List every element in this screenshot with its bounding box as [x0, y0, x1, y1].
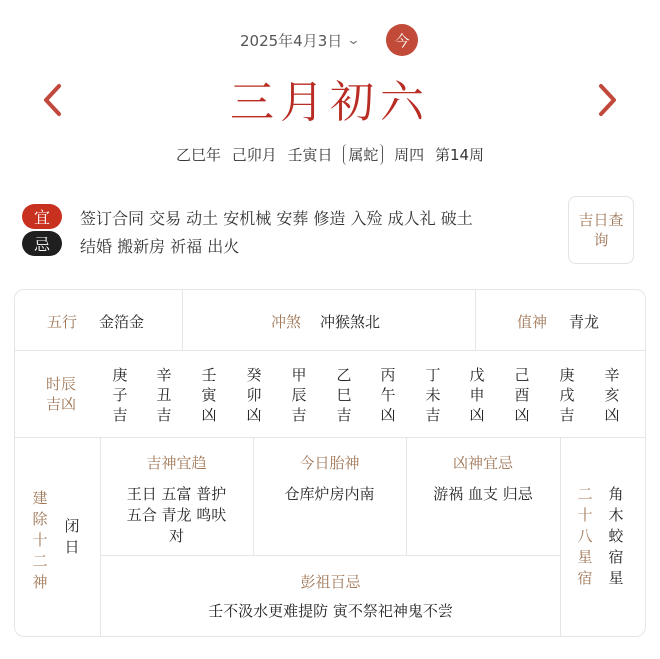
chongsha-label: 冲煞	[271, 313, 302, 331]
shichen-luck: 吉	[425, 406, 441, 424]
shichen-luck: 凶	[604, 406, 620, 424]
jianchu-value: 闭日	[64, 517, 80, 556]
divider	[15, 350, 645, 351]
auspicious-day-query-button[interactable]: 吉日查询	[568, 196, 634, 264]
year-ganzhi: 乙巳年	[175, 146, 221, 164]
shichen-item	[244, 365, 264, 425]
taishen-value: 仓库炉房内南	[284, 485, 375, 503]
shichen-luck: 吉	[156, 406, 172, 424]
chongsha-value: 冲猴煞北	[320, 313, 381, 331]
ganzhi-info	[0, 144, 660, 165]
shichen-ganzhi: 己酉	[514, 366, 530, 404]
lunar-date-title: 三月初六	[230, 77, 430, 128]
shichen-ganzhi: 丁未	[425, 366, 441, 404]
pengzu-value: 壬不汲水更难提防 寅不祭祀神鬼不尝	[208, 602, 453, 620]
date-picker[interactable]	[240, 30, 359, 51]
shichen-label: 时辰吉凶	[45, 375, 76, 413]
shichen-ganzhi: 庚子	[112, 366, 128, 404]
chevron-down-icon: ⌄	[346, 33, 361, 48]
shichen-luck: 凶	[514, 406, 530, 424]
shichen-luck: 凶	[246, 406, 262, 424]
xingxiu-value: 角木蛟宿星	[608, 485, 624, 587]
shichen-item	[199, 365, 219, 425]
shichen-ganzhi: 戊申	[469, 366, 485, 404]
divider	[182, 290, 183, 350]
date-label: 2025年4月3日	[240, 32, 343, 50]
shichen-item	[512, 365, 532, 425]
shichen-item	[378, 365, 398, 425]
wuxing-label: 五行	[47, 313, 78, 331]
yi-badge: 宜	[22, 204, 62, 229]
wuxing-value: 金箔金	[99, 313, 145, 331]
shichen-ganzhi: 辛亥	[604, 366, 620, 404]
jishen-line-3: 对	[168, 527, 184, 545]
day-ganzhi: 壬寅日	[287, 146, 333, 164]
jishen-line-2: 五合 青龙 鸣吠	[126, 506, 227, 524]
xiongshen-label: 凶神宜忌	[452, 454, 513, 472]
pengzu-label: 彭祖百忌	[300, 573, 361, 591]
shichen-luck: 吉	[291, 406, 307, 424]
shichen-item	[467, 365, 487, 425]
shichen-luck: 凶	[201, 406, 217, 424]
month-ganzhi: 己卯月	[231, 146, 277, 164]
next-day-button[interactable]	[594, 80, 620, 120]
week-number: 第14周	[434, 146, 485, 164]
zodiac-tag: 属蛇	[343, 144, 383, 165]
yi-items: 签订合同 交易 动土 安机械 安葬 修造 入殓 成人礼 破土	[80, 209, 473, 228]
jishen-line-1: 王日 五富 普护	[126, 485, 227, 503]
shichen-luck: 凶	[380, 406, 396, 424]
weekday: 周四	[394, 146, 425, 164]
shichen-ganzhi: 辛丑	[156, 366, 172, 404]
shichen-item	[557, 365, 577, 425]
shichen-item	[154, 365, 174, 425]
xiongshen-value: 游祸 血支 归忌	[433, 485, 533, 503]
chevron-right-icon	[594, 80, 620, 120]
ji-badge: 忌	[22, 231, 62, 256]
shichen-item	[289, 365, 309, 425]
divider	[15, 437, 645, 438]
shichen-ganzhi: 癸卯	[246, 366, 262, 404]
shichen-item	[423, 365, 443, 425]
divider	[100, 555, 561, 556]
ji-items: 结婚 搬新房 祈福 出火	[80, 237, 240, 256]
shichen-luck: 吉	[112, 406, 128, 424]
divider	[475, 290, 476, 350]
zhishen-label: 值神	[517, 313, 548, 331]
shichen-item	[602, 365, 622, 425]
shichen-ganzhi: 甲辰	[291, 366, 307, 404]
shichen-luck: 凶	[469, 406, 485, 424]
shichen-luck: 吉	[559, 406, 575, 424]
jishen-label: 吉神宜趋	[146, 454, 207, 472]
today-label: 今	[394, 31, 410, 50]
xingxiu-label: 二十八星宿	[577, 485, 593, 587]
shichen-ganzhi: 乙巳	[336, 366, 352, 404]
jianchu-label: 建除十二神	[32, 489, 48, 591]
shichen-ganzhi: 丙午	[380, 366, 396, 404]
shichen-ganzhi: 壬寅	[201, 366, 217, 404]
taishen-label: 今日胎神	[299, 454, 360, 472]
shichen-luck: 吉	[336, 406, 352, 424]
shichen-item	[334, 365, 354, 425]
today-button[interactable]	[386, 24, 418, 56]
shichen-item	[110, 365, 130, 425]
zhishen-value: 青龙	[569, 313, 600, 331]
shichen-ganzhi: 庚戌	[559, 366, 575, 404]
